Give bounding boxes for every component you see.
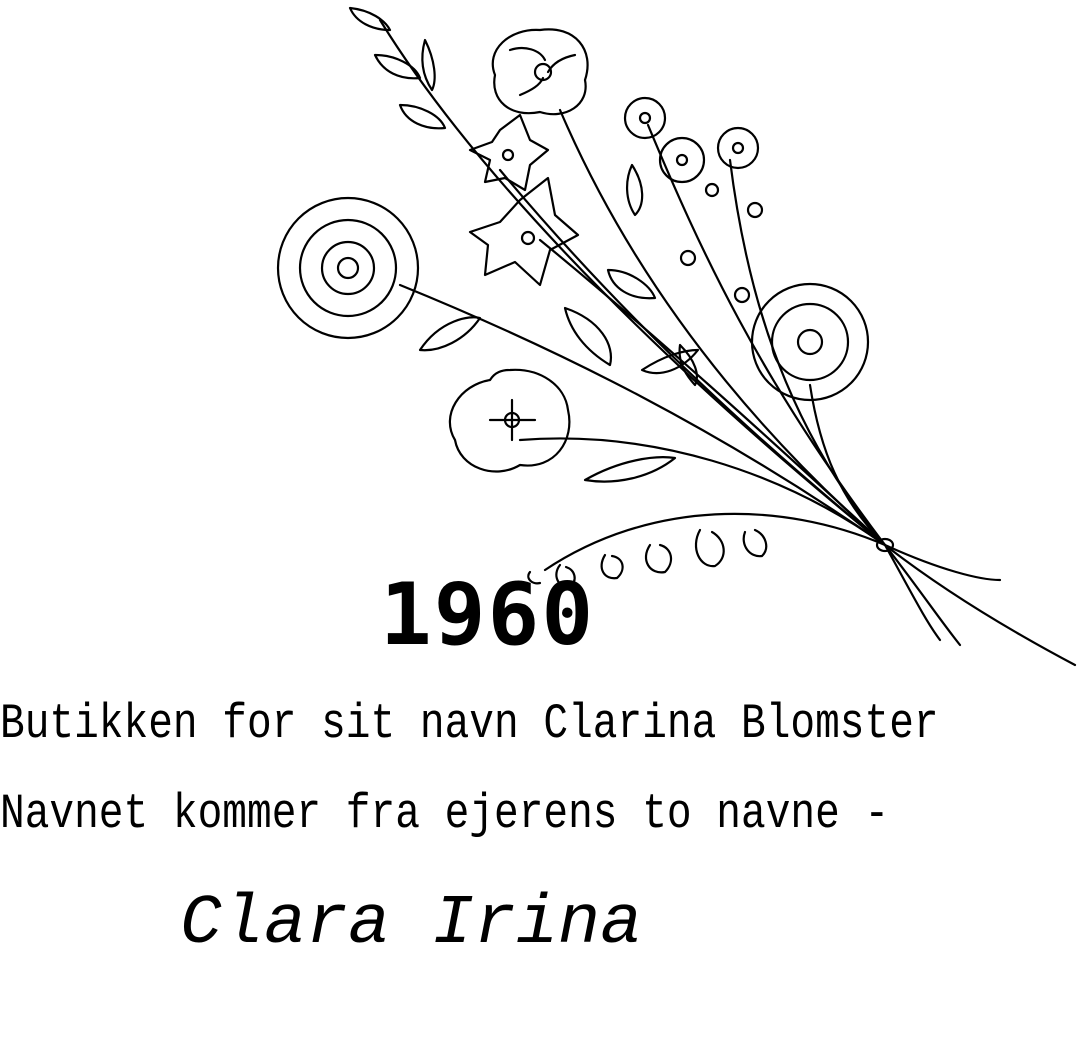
rose-flower <box>493 29 588 114</box>
history-line-1: Butikken for sit navn Clarina Blomster <box>0 696 939 752</box>
pansy-flower <box>450 370 569 472</box>
owner-names: Clara Irina <box>180 885 643 964</box>
history-line-2: Navnet kommer fra ejerens to navne - <box>0 786 890 842</box>
bouquet-leaves <box>350 8 698 482</box>
lily-flower <box>470 115 548 190</box>
daisy-flower <box>752 284 868 400</box>
dahlia-flower <box>278 198 418 338</box>
lily-flower-lower <box>470 178 578 285</box>
year-heading: 1960 <box>380 565 596 665</box>
